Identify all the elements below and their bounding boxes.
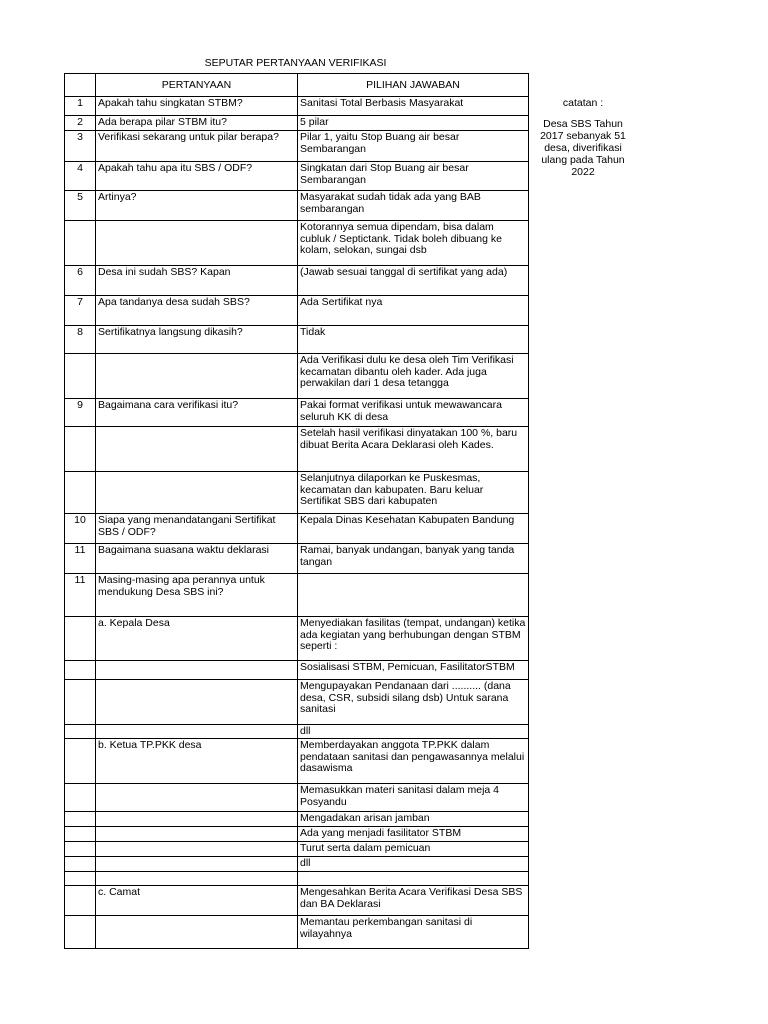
side-note [531,97,635,178]
answer-cell: Pakai format verifikasi untuk mewawancara seluruh KK di desa [298,399,529,427]
table-header-row [65,74,529,97]
question-cell: Siapa yang menandatangani Sertifikat SBS / ODF? [96,514,298,544]
answer-cell: Pilar 1, yaitu Stop Buang air besar Sembarangan [298,131,529,162]
answer-cell: Sanitasi Total Berbasis Masyarakat [298,97,529,116]
row-number [65,812,96,827]
verification-table [64,73,529,949]
question-cell [96,784,298,812]
row-number: 8 [65,326,96,354]
header-number [65,74,96,97]
question-cell [96,427,298,472]
question-cell [96,680,298,725]
table-row [65,857,529,872]
row-number [65,857,96,872]
question-cell [96,827,298,842]
row-number [65,617,96,661]
answer-cell: (Jawab sesuai tanggal di sertifikat yang ada) [298,266,529,296]
page-title: SEPUTAR PERTANYAAN VERIFIKASI [204,57,387,69]
row-number [65,427,96,472]
question-cell: Ada berapa pilar STBM itu? [96,116,298,131]
row-number [65,725,96,739]
row-number [65,886,96,916]
row-number: 1 [65,97,96,116]
table-row [65,514,529,544]
row-number: 7 [65,296,96,326]
row-number: 11 [65,574,96,617]
header-question: PERTANYAAN [96,74,298,97]
row-number [65,680,96,725]
answer-cell: Memasukkan materi sanitasi dalam meja 4 Posyandu [298,784,529,812]
table-row [65,886,529,916]
answer-cell: Kotorannya semua dipendam, bisa dalam cubluk / Septictank. Tidak boleh dibuang ke kolam, selokan, sungai dsb [298,221,529,266]
row-number: 3 [65,131,96,162]
answer-cell [298,574,529,617]
table-row [65,784,529,812]
question-cell [96,221,298,266]
note-text: Desa SBS Tahun 2017 sebanyak 51 desa, diverifikasi ulang pada Tahun 2022 [540,118,626,178]
question-cell [96,725,298,739]
question-cell: Apa tandanya desa sudah SBS? [96,296,298,326]
answer-cell: Menyediakan fasilitas (tempat, undangan) ketika ada kegiatan yang berhubungan dengan STBM seperti : [298,617,529,661]
row-number [65,872,96,886]
row-number [65,916,96,949]
table-row [65,97,529,116]
note-title: catatan : [562,97,604,109]
question-cell [96,812,298,827]
table-row [65,472,529,514]
question-cell: Verifikasi sekarang untuk pilar berapa? [96,131,298,162]
row-number: 6 [65,266,96,296]
row-number [65,221,96,266]
question-cell: Desa ini sudah SBS? Kapan [96,266,298,296]
table-row [65,680,529,725]
table-row [65,116,529,131]
question-cell [96,916,298,949]
row-number [65,842,96,857]
question-cell: a. Kepala Desa [96,617,298,661]
table-row [65,725,529,739]
question-cell: Apakah tahu singkatan STBM? [96,97,298,116]
question-cell [96,872,298,886]
row-number [65,827,96,842]
answer-cell: Ada Verifikasi dulu ke desa oleh Tim Verifikasi kecamatan dibantu oleh kader. Ada juga perwakilan dari 1 desa tetangga [298,354,529,399]
row-number: 11 [65,544,96,574]
table-row [65,661,529,680]
question-cell [96,857,298,872]
question-cell [96,842,298,857]
question-cell [96,472,298,514]
table-row [65,427,529,472]
answer-cell: Mengadakan arisan jamban [298,812,529,827]
table-row [65,842,529,857]
answer-cell: Memantau perkembangan sanitasi di wilayahnya [298,916,529,949]
answer-cell: dll [298,857,529,872]
row-number [65,739,96,784]
row-number: 2 [65,116,96,131]
question-cell: Artinya? [96,191,298,221]
table-row [65,354,529,399]
table-row [65,399,529,427]
table-row [65,574,529,617]
row-number: 4 [65,162,96,191]
row-number: 10 [65,514,96,544]
answer-cell: Ada yang menjadi fasilitator STBM [298,827,529,842]
row-number: 5 [65,191,96,221]
header-answer: PILIHAN JAWABAN [298,74,529,97]
question-cell: Masing-masing apa perannya untuk mendukung Desa SBS ini? [96,574,298,617]
answer-cell: dll [298,725,529,739]
table-row [65,827,529,842]
table-row [65,916,529,949]
answer-cell: Sosialisasi STBM, Pemicuan, FasilitatorSTBM [298,661,529,680]
question-cell: Bagaimana suasana waktu deklarasi [96,544,298,574]
answer-cell: Mengupayakan Pendanaan dari .......... (dana desa, CSR, subsidi silang dsb) Untuk sarana sanitasi [298,680,529,725]
table-row [65,739,529,784]
table-row [65,544,529,574]
answer-cell: Masyarakat sudah tidak ada yang BAB sembarangan [298,191,529,221]
table-row [65,162,529,191]
question-cell: b. Ketua TP.PKK desa [96,739,298,784]
row-number [65,472,96,514]
table-row [65,266,529,296]
answer-cell [298,872,529,886]
answer-cell: Ramai, banyak undangan, banyak yang tanda tangan [298,544,529,574]
answer-cell: Tidak [298,326,529,354]
answer-cell: 5 pilar [298,116,529,131]
answer-cell: Singkatan dari Stop Buang air besar Sembarangan [298,162,529,191]
answer-cell: Kepala Dinas Kesehatan Kabupaten Bandung [298,514,529,544]
answer-cell: Selanjutnya dilaporkan ke Puskesmas, kecamatan dan kabupaten. Baru keluar Sertifikat SBS dari kabupaten [298,472,529,514]
row-number: 9 [65,399,96,427]
answer-cell: Setelah hasil verifikasi dinyatakan 100 %, baru dibuat Berita Acara Deklarasi oleh Kades. [298,427,529,472]
table-row [65,812,529,827]
question-cell: Sertifikatnya langsung dikasih? [96,326,298,354]
row-number [65,784,96,812]
question-cell: c. Camat [96,886,298,916]
question-cell [96,354,298,399]
answer-cell: Ada Sertifikat nya [298,296,529,326]
table-row [65,296,529,326]
table-row [65,617,529,661]
row-number [65,354,96,399]
question-cell: Apakah tahu apa itu SBS / ODF? [96,162,298,191]
table-row [65,872,529,886]
answer-cell: Turut serta dalam pemicuan [298,842,529,857]
table-row [65,221,529,266]
question-cell [96,661,298,680]
question-cell: Bagaimana cara verifikasi itu? [96,399,298,427]
table-row [65,191,529,221]
table-row [65,131,529,162]
answer-cell: Memberdayakan anggota TP.PKK dalam pendataan sanitasi dan pengawasannya melalui dasawisma [298,739,529,784]
row-number [65,661,96,680]
answer-cell: Mengesahkan Berita Acara Verifikasi Desa SBS dan BA Deklarasi [298,886,529,916]
table-row [65,326,529,354]
